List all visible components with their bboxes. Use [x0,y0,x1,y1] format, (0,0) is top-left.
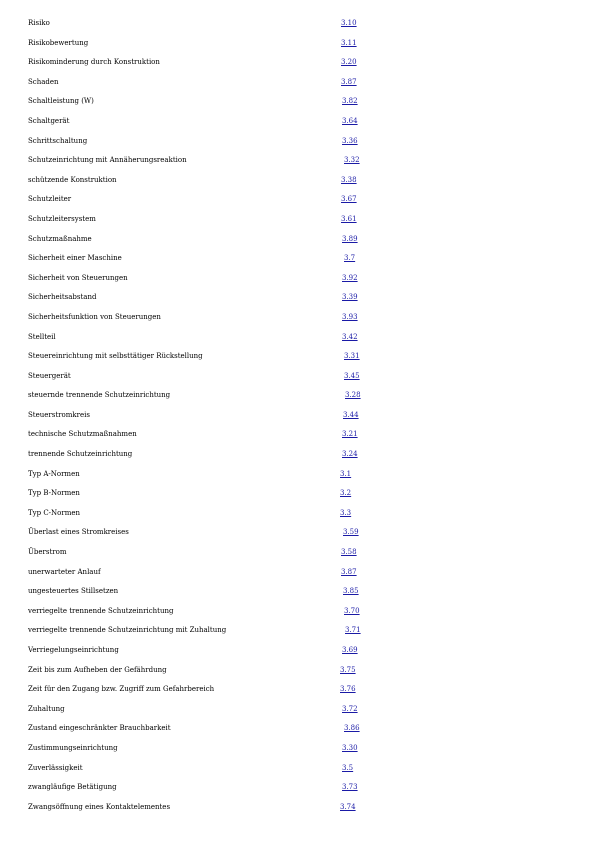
index-reference-link[interactable]: 3.3 [340,508,352,517]
index-reference-link[interactable]: 3.87 [341,77,357,86]
index-reference-link[interactable]: 3.32 [344,156,360,165]
index-entry [0,606,595,626]
index-term: Zuhaltung [28,704,65,713]
index-reference-link[interactable]: 3.5 [342,763,354,772]
index-entry [0,57,595,77]
index-entry [0,38,595,58]
index-entry [0,763,595,783]
index-list [0,18,595,821]
index-term: Steuereinrichtung mit selbsttätiger Rückstellung [28,352,203,361]
index-reference-link[interactable]: 3.71 [345,626,361,635]
index-reference-link[interactable]: 3.92 [342,273,358,282]
index-entry [0,77,595,97]
index-entry [0,488,595,508]
index-term: Zeit für den Zugang bzw. Zugriff zum Gefahrbereich [28,685,215,694]
index-entry [0,449,595,469]
index-reference-link[interactable]: 3.69 [342,646,358,654]
index-term: Zwangsöffnung eines Kontaktelementes [28,802,171,811]
index-entry [0,292,595,312]
index-entry [0,18,595,38]
index-reference-link[interactable]: 3.20 [341,58,357,67]
index-entry [0,273,595,293]
index-entry [0,116,595,136]
index-entry [0,469,595,489]
index-entry [0,410,595,430]
index-term: verriegelte trennende Schutzeinrichtung [28,606,174,615]
index-entry [0,136,595,156]
index-reference-link[interactable]: 3.36 [342,136,358,145]
index-term: Schutzeinrichtung mit Annäherungsreaktion [28,156,187,165]
index-term: Typ A-Normen [28,469,80,478]
index-entry [0,234,595,254]
index-term: Steuerstromkreis [28,410,90,419]
index-term: Typ C-Normen [28,508,81,517]
index-entry [0,253,595,273]
index-entry [0,586,595,606]
index-entry [0,390,595,410]
index-reference-link[interactable]: 3.82 [342,97,358,106]
index-entry [0,802,595,822]
index-entry [0,96,595,116]
index-term: Schutzleiter [28,195,72,204]
index-reference-link[interactable]: 3.21 [342,430,358,439]
index-term: Risikominderung durch Konstruktion [28,58,160,67]
index-term: verriegelte trennende Schutzeinrichtung mit Zuhaltung [28,626,227,635]
index-reference-link[interactable]: 3.73 [342,783,358,792]
index-reference-link[interactable]: 3.11 [341,38,357,47]
index-reference-link[interactable]: 3.1 [340,469,352,478]
index-reference-link[interactable]: 3.42 [342,332,358,341]
index-entry [0,175,595,195]
index-reference-link[interactable]: 3.85 [343,587,359,596]
index-reference-link[interactable]: 3.59 [343,528,359,537]
index-term: Zuverlässigkeit [28,763,83,772]
index-reference-link[interactable]: 3.58 [341,548,357,557]
index-reference-link[interactable]: 3.39 [342,293,358,302]
index-term: Schutzmaßnahme [28,234,92,243]
index-term: Schrittschaltung [28,136,88,145]
index-term: Zustimmungseinrichtung [28,743,118,752]
index-reference-link[interactable]: 3.30 [342,743,358,752]
index-term: Risiko [28,19,50,27]
index-reference-link[interactable]: 3.45 [344,371,360,380]
index-term: Schaden [28,77,59,86]
index-reference-link[interactable]: 3.87 [341,567,357,576]
index-term: Schaltgerät [28,116,70,125]
index-term: Sicherheit von Steuerungen [28,273,128,282]
index-term: Verriegelungseinrichtung [28,646,119,654]
index-term: steuernde trennende Schutzeinrichtung [28,391,171,400]
index-term: Sicherheit einer Maschine [28,254,122,263]
index-term: Überstrom [28,548,67,557]
index-reference-link[interactable]: 3.72 [342,704,358,713]
index-entry [0,782,595,802]
index-entry [0,547,595,567]
index-term: ungesteuertes Stillsetzen [28,587,119,596]
index-reference-link[interactable]: 3.74 [340,802,356,811]
index-reference-link[interactable]: 3.2 [340,489,352,498]
index-reference-link[interactable]: 3.86 [344,724,360,733]
index-reference-link[interactable]: 3.7 [344,254,356,263]
index-term: Schutzleitersystem [28,214,96,223]
index-entry [0,214,595,234]
index-entry [0,155,595,175]
index-reference-link[interactable]: 3.38 [341,175,357,184]
index-term: technische Schutzmaßnahmen [28,430,137,439]
index-entry [0,645,595,665]
index-entry [0,743,595,763]
index-entry [0,567,595,587]
index-entry [0,625,595,645]
index-term: Typ B-Normen [28,489,80,498]
index-term: Sicherheitsabstand [28,293,97,302]
index-entry [0,351,595,371]
index-reference-link[interactable]: 3.10 [341,19,357,27]
index-term: unerwarteter Anlauf [28,567,101,576]
index-entry [0,527,595,547]
index-entry [0,371,595,391]
index-term: Sicherheitsfunktion von Steuerungen [28,312,161,321]
index-reference-link[interactable]: 3.67 [341,195,357,204]
index-reference-link[interactable]: 3.28 [345,391,361,400]
index-term: Steuergerät [28,371,71,380]
index-term: Risikobewertung [28,38,89,47]
index-reference-link[interactable]: 3.89 [342,234,358,243]
index-term: Zustand eingeschränkter Brauchbarkeit [28,724,171,733]
index-term: Überlast eines Stromkreises [28,528,129,537]
index-reference-link[interactable]: 3.24 [342,450,358,459]
index-reference-link[interactable]: 3.31 [344,352,360,361]
index-term: trennende Schutzeinrichtung [28,450,133,459]
index-entry [0,194,595,214]
index-reference-link[interactable]: 3.93 [342,312,358,321]
index-entry [0,312,595,332]
index-reference-link[interactable]: 3.64 [342,116,358,125]
index-reference-link[interactable]: 3.70 [344,606,360,615]
index-term: zwangläufige Betätigung [28,783,117,792]
index-reference-link[interactable]: 3.44 [343,410,359,419]
index-term: Schaltleistung (W) [28,97,94,106]
index-entry [0,704,595,724]
index-entry [0,684,595,704]
index-entry [0,429,595,449]
index-term: schützende Konstruktion [28,175,117,184]
index-entry [0,665,595,685]
index-reference-link[interactable]: 3.76 [340,685,356,694]
index-term: Stellteil [28,332,56,341]
index-reference-link[interactable]: 3.61 [341,214,357,223]
index-reference-link[interactable]: 3.75 [340,665,356,674]
index-entry [0,332,595,352]
index-term: Zeit bis zum Aufheben der Gefährdung [28,665,167,674]
index-entry [0,508,595,528]
index-entry [0,723,595,743]
